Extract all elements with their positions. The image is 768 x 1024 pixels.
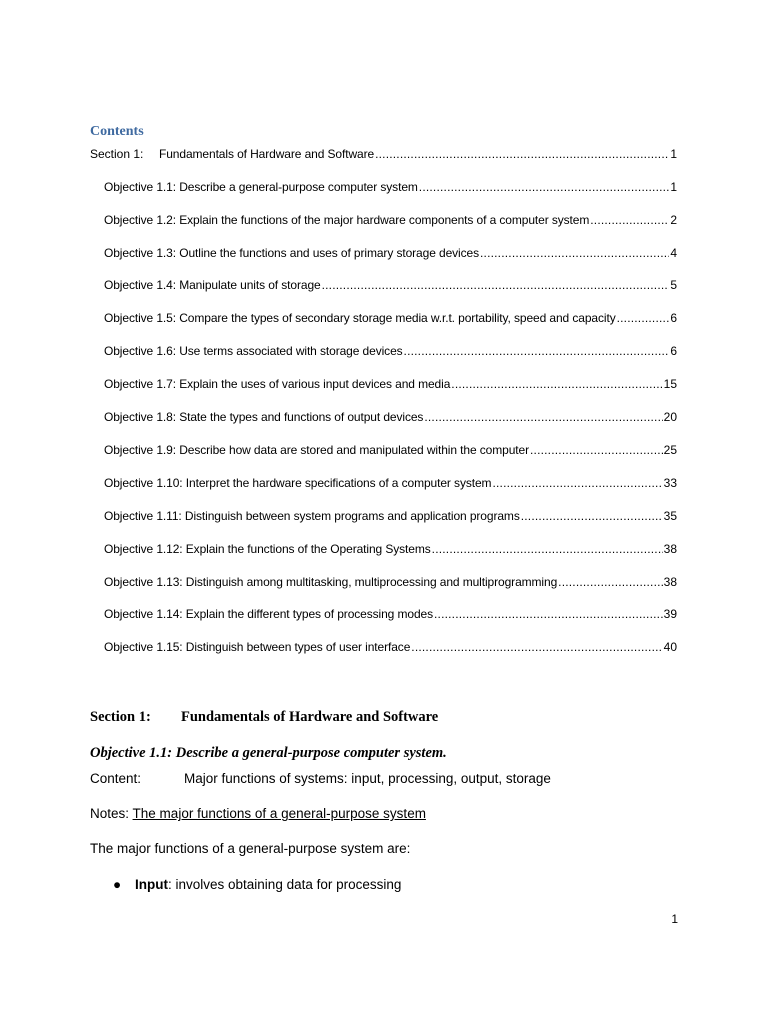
toc-objective-title: Objective 1.8: State the types and functions of output devices — [104, 410, 424, 424]
toc-objective-title: Objective 1.10: Interpret the hardware specifications of a computer system — [104, 476, 492, 490]
content-text: Major functions of systems: input, processing, output, storage — [184, 771, 551, 786]
toc-entry-objective[interactable] — [104, 508, 677, 524]
toc-leader-dots — [424, 409, 662, 425]
intro-paragraph: The major functions of a general-purpose system are: — [90, 841, 411, 856]
bullet-icon: ● — [113, 877, 122, 892]
toc-leader-dots — [375, 146, 669, 162]
toc-page-number: 1 — [670, 147, 677, 161]
toc-page-number: 6 — [670, 311, 677, 325]
toc-leader-dots — [434, 606, 663, 622]
toc-leader-dots — [480, 245, 669, 261]
toc-page-number: 2 — [670, 213, 677, 227]
content-line — [90, 770, 551, 788]
toc-entry-objective[interactable] — [104, 442, 677, 458]
toc-leader-dots — [404, 343, 670, 359]
toc-leader-dots — [411, 639, 662, 655]
toc-entry-objective[interactable] — [104, 574, 677, 590]
content-label: Content: — [90, 771, 142, 786]
section-number: Section 1: — [90, 709, 151, 725]
toc-leader-dots — [451, 376, 662, 392]
notes-label: Notes: — [90, 806, 130, 821]
toc-page-number: 40 — [663, 640, 677, 654]
toc-page-number: 38 — [663, 575, 677, 589]
toc-entry-objective[interactable] — [104, 245, 677, 261]
toc-objective-title: Objective 1.1: Describe a general-purpose computer system — [104, 180, 418, 194]
toc-section-title: Fundamentals of Hardware and Software — [159, 147, 375, 161]
toc-leader-dots — [521, 508, 663, 524]
toc-entry-objective[interactable] — [104, 606, 677, 622]
notes-link[interactable]: The major functions of a general-purpose system — [132, 806, 426, 821]
objective-heading: Objective 1.1: Describe a general-purpose computer system. — [90, 745, 447, 761]
toc-leader-dots — [492, 475, 662, 491]
toc-leader-dots — [558, 574, 662, 590]
toc-objective-title: Objective 1.6: Use terms associated with storage devices — [104, 344, 403, 358]
toc-page-number: 5 — [670, 278, 677, 292]
toc-leader-dots — [530, 442, 663, 458]
toc-entry-objective[interactable] — [104, 376, 677, 392]
toc-page-number: 4 — [670, 246, 677, 260]
toc-entry-objective[interactable] — [104, 639, 677, 655]
toc-leader-dots — [432, 541, 663, 557]
toc-objective-title: Objective 1.13: Distinguish among multitasking, multiprocessing and multiprogramming — [104, 575, 558, 589]
toc-objective-title: Objective 1.3: Outline the functions and uses of primary storage devices — [104, 246, 480, 260]
bullet-description: : involves obtaining data for processing — [168, 877, 402, 892]
page-number: 1 — [671, 912, 678, 926]
toc-page-number: 25 — [663, 443, 677, 457]
toc-page-number: 20 — [663, 410, 677, 424]
bullet-term: Input — [135, 877, 168, 892]
toc-entry-objective[interactable] — [104, 179, 677, 195]
toc-section-number: Section 1: — [90, 147, 144, 161]
toc-leader-dots — [617, 310, 670, 326]
toc-page-number: 6 — [670, 344, 677, 358]
toc-entry-objective[interactable] — [104, 310, 677, 326]
toc-objective-title: Objective 1.9: Describe how data are stored and manipulated within the computer — [104, 443, 530, 457]
toc-page-number: 35 — [663, 509, 677, 523]
toc-page-number: 33 — [663, 476, 677, 490]
toc-objective-title: Objective 1.15: Distinguish between types of user interface — [104, 640, 411, 654]
section-title: Fundamentals of Hardware and Software — [181, 709, 439, 725]
toc-entry-objective[interactable] — [104, 541, 677, 557]
toc-objective-title: Objective 1.7: Explain the uses of various input devices and media — [104, 377, 451, 391]
toc-objective-title: Objective 1.5: Compare the types of secondary storage media w.r.t. portability, speed and capacity — [104, 311, 616, 325]
section-heading — [90, 709, 438, 726]
toc-objective-title: Objective 1.4: Manipulate units of storage — [104, 278, 321, 292]
toc-entry-objective[interactable] — [104, 212, 677, 228]
toc-entry-objective[interactable] — [104, 277, 677, 293]
toc-entry-objective[interactable] — [104, 475, 677, 491]
toc-entry-objective[interactable] — [104, 343, 677, 359]
toc-objective-title: Objective 1.14: Explain the different types of processing modes — [104, 607, 434, 621]
toc-entry-objective[interactable] — [104, 409, 677, 425]
toc-objective-title: Objective 1.11: Distinguish between system programs and application programs — [104, 509, 520, 523]
toc-heading: Contents — [90, 124, 144, 139]
toc-leader-dots — [590, 212, 669, 228]
toc-leader-dots — [419, 179, 670, 195]
toc-page-number: 39 — [663, 607, 677, 621]
toc-leader-dots — [322, 277, 670, 293]
toc-entry-section-1[interactable] — [90, 146, 677, 162]
bullet-item — [135, 876, 401, 894]
toc-page-number: 38 — [663, 542, 677, 556]
toc-objective-title: Objective 1.12: Explain the functions of the Operating Systems — [104, 542, 431, 556]
notes-line — [90, 805, 426, 823]
toc-page-number: 15 — [663, 377, 677, 391]
toc-objective-title: Objective 1.2: Explain the functions of the major hardware components of a computer system — [104, 213, 590, 227]
toc-page-number: 1 — [670, 180, 677, 194]
